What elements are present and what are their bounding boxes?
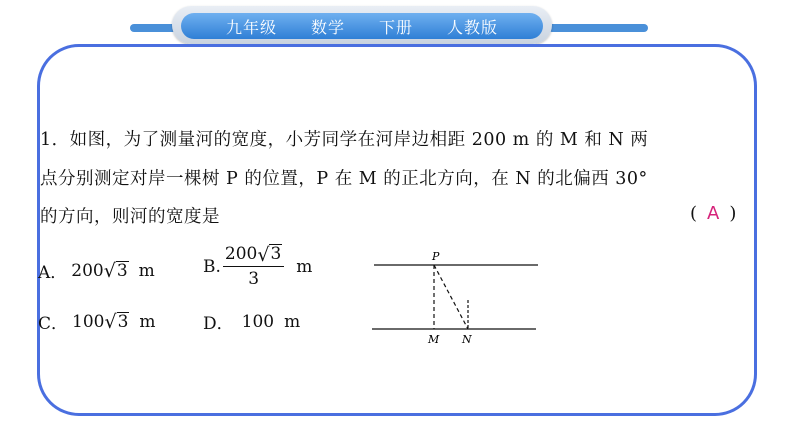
option-b-unit: m (296, 256, 313, 277)
option-d-unit: m (284, 311, 301, 332)
option-a-sqrt: √ 3 (103, 260, 128, 283)
point-n-label: N (462, 333, 472, 346)
option-c-coef: 100 (72, 311, 105, 332)
option-a-label: A． (38, 263, 68, 283)
question-line-3: 的方向，则河的宽度是 (40, 207, 220, 227)
header-volume: 下册 (379, 17, 414, 37)
option-b-radicand: 3 (270, 244, 282, 265)
option-c-label: C． (38, 314, 69, 334)
option-b-numerator (223, 244, 284, 267)
question-line-2: 点分别测定对岸一棵树 P 的位置，P 在 M 的正北方向，在 N 的北偏西 30° (40, 169, 648, 189)
answer-blank (690, 203, 736, 224)
option-a-unit: m (138, 260, 155, 281)
header-decor-line-right (548, 24, 648, 32)
header-edition: 人教版 (447, 17, 499, 37)
option-b[interactable] (203, 244, 312, 289)
question-line-1: 1．如图，为了测量河的宽度，小芳同学在河岸边相距 200 m 的 M 和 N 两 (40, 130, 649, 150)
river-diagram (368, 248, 540, 348)
answer-letter: A (707, 203, 720, 224)
option-c[interactable] (38, 309, 156, 334)
paren-close: ) (729, 203, 737, 224)
option-b-label: B. (203, 256, 221, 277)
option-a-coef: 200 (71, 260, 104, 281)
header-banner (181, 13, 543, 39)
point-m-label: M (428, 333, 440, 346)
option-c-unit: m (139, 311, 156, 332)
point-p-label: P (432, 250, 440, 263)
option-c-radicand: 3 (117, 311, 129, 332)
line-pn (434, 265, 468, 329)
option-b-sqrt: √ 3 (257, 244, 282, 266)
option-b-fraction (223, 244, 284, 289)
paren-open: ( (690, 203, 698, 224)
option-d-value: 100 (241, 311, 275, 332)
option-b-num-coef: 200 (224, 244, 258, 264)
option-d-label: D． (203, 314, 234, 334)
option-d[interactable] (203, 309, 300, 334)
header-grade: 九年级 (225, 17, 277, 37)
option-c-sqrt: √ 3 (104, 311, 129, 334)
option-b-denominator: 3 (248, 269, 260, 289)
header-subject: 数学 (310, 17, 345, 37)
question-card (37, 44, 757, 416)
option-a-radicand: 3 (116, 260, 128, 281)
option-a[interactable] (38, 258, 155, 283)
